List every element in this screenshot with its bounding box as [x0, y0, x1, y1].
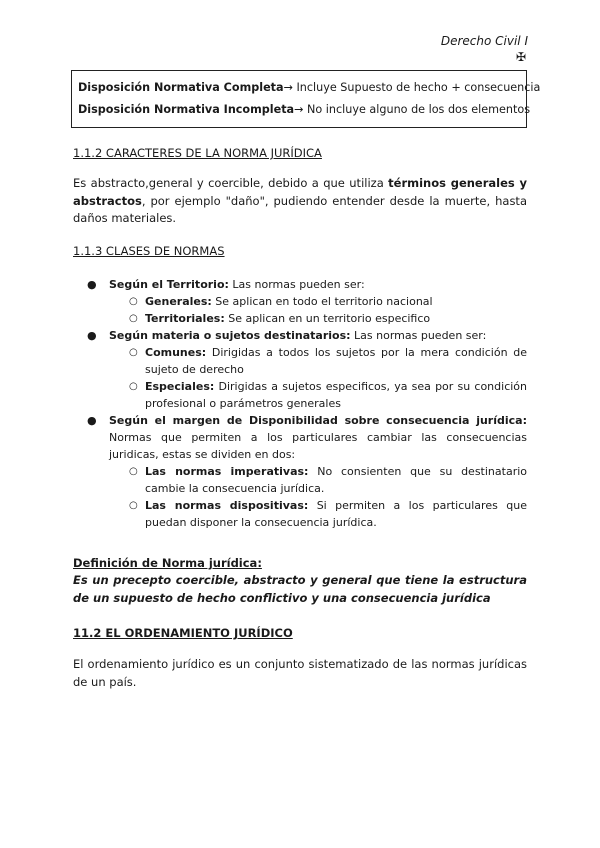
bullet-icon: ● — [87, 414, 97, 427]
sub-list-item — [73, 497, 527, 531]
caracteres-text-pre: Es abstracto,general y coercible, debido a que utiliza — [73, 176, 389, 190]
list-item-text: Las normas pueden ser: — [228, 278, 365, 291]
sub-list-item — [73, 293, 527, 310]
circle-bullet-icon: ○ — [129, 296, 138, 307]
sub-list-item — [73, 463, 527, 497]
list-item-label: Según el margen de Disponibilidad sobre consecuencia jurídica: — [109, 414, 527, 427]
bullet-icon: ● — [87, 278, 97, 291]
sub-list-item — [73, 378, 527, 412]
sub-item-text: Dirigidas a sujetos especificos, ya sea por su condición profesional o parámetros generales — [145, 380, 527, 410]
section-heading-clases: 1.1.3 CLASES DE NORMAS — [73, 244, 225, 258]
sub-list-item — [73, 310, 527, 327]
sub-item-label: Generales: — [145, 295, 212, 308]
caracteres-text-post: , por ejemplo "daño", pudiendo entender desde la muerte, hasta daños materiales. — [73, 193, 527, 225]
header-title: Derecho Civil I — [440, 34, 528, 48]
box-row-complete — [78, 77, 541, 99]
sub-list-item — [73, 344, 527, 378]
circle-bullet-icon: ○ — [129, 313, 138, 324]
box-label-incomplete: Disposición Normativa Incompleta — [78, 103, 295, 116]
box-row-incomplete — [78, 99, 531, 121]
bullet-icon: ● — [87, 329, 97, 342]
list-item-text: Normas que permiten a los particulares cambiar las consecuencias juridicas, estas se dividen en dos: — [109, 431, 527, 461]
section-heading-ordenamiento: 11.2 EL ORDENAMIENTO JURÍDICO — [73, 626, 293, 640]
list-item-label: Según el Territorio: — [109, 278, 229, 291]
sub-item-text: Dirigidas a todos los sujetos por la mera condición de sujeto de derecho — [145, 346, 527, 376]
list-item — [73, 412, 527, 463]
circle-bullet-icon: ○ — [129, 500, 138, 511]
circle-bullet-icon: ○ — [129, 381, 138, 392]
sub-item-text: Se aplican en todo el territorio nacional — [211, 295, 433, 308]
list-item — [73, 327, 527, 344]
definition-title: Definición de Norma jurídica: — [73, 556, 262, 570]
sub-item-label: Las normas imperativas: — [145, 465, 309, 478]
sub-item-label: Las normas dispositivas: — [145, 499, 309, 512]
sub-item-label: Territoriales: — [145, 312, 225, 325]
box-text-incomplete: → No incluye alguno de los dos elementos — [294, 103, 531, 116]
sub-item-text: Si permiten a los particulares que puedan disponer la consecuencia jurídica. — [145, 499, 527, 529]
clases-list — [73, 276, 527, 531]
sub-item-text: Se aplican en un territorio especifico — [224, 312, 431, 325]
circle-bullet-icon: ○ — [129, 466, 138, 477]
list-item-label: Según materia o sujetos destinatarios: — [109, 329, 351, 342]
caracteres-paragraph — [73, 175, 527, 228]
ordenamiento-paragraph: El ordenamiento jurídico es un conjunto sistematizado de las normas jurídicas de un país. — [73, 657, 527, 689]
circle-bullet-icon: ○ — [129, 347, 138, 358]
list-item-text: Las normas pueden ser: — [350, 329, 487, 342]
definition-box — [71, 70, 541, 128]
definition-text: Es un precepto coercible, abstracto y general que tiene la estructura de un supuesto de hecho conflictivo y una consecuencia jurídica — [73, 573, 527, 605]
list-item — [73, 276, 527, 293]
box-text-complete: → Incluye Supuesto de hecho + consecuencia — [283, 81, 541, 94]
sub-item-text: No consienten que su destinatario cambie la consecuencia jurídica. — [145, 465, 528, 495]
caracteres-text-bold: términos generales y abstractos — [73, 176, 527, 208]
section-heading-caracteres: 1.1.2 CARACTERES DE LA NORMA JURÍDICA — [73, 146, 322, 160]
box-label-complete: Disposición Normativa Completa — [78, 81, 284, 94]
sub-item-label: Especiales: — [145, 380, 215, 393]
cross-ornament-icon: ✠ — [515, 50, 526, 64]
sub-item-label: Comunes: — [145, 346, 207, 359]
